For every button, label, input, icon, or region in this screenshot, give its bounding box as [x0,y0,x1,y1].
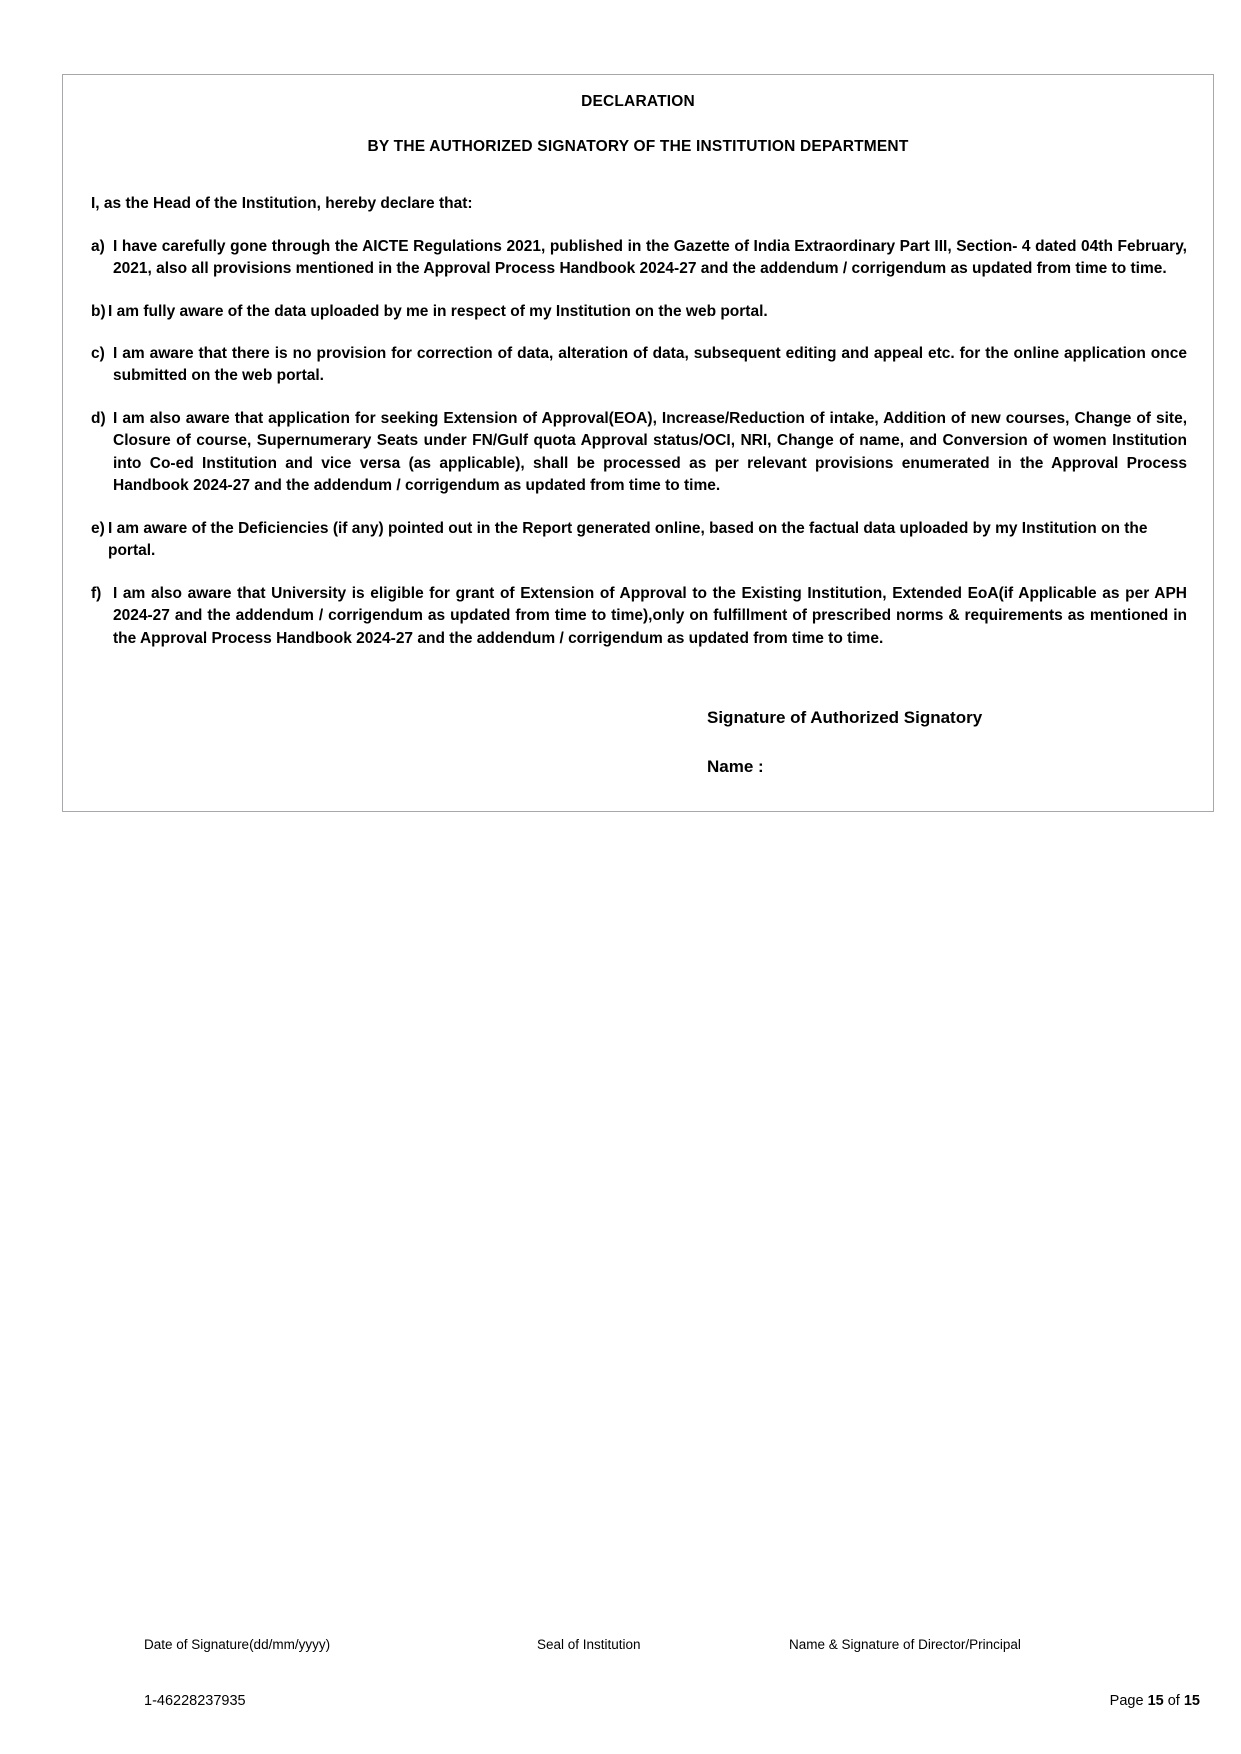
clause-text-e: I am aware of the Deficiencies (if any) pointed out in the Report generated online, based on the factual data uploaded by my Institution on the portal. [108,519,1148,560]
footer-page-number [1110,1693,1200,1709]
footer-page-prefix: Page [1109,1693,1144,1709]
clause-text-b: I am fully aware of the data uploaded by me in respect of my Institution on the web portal. [108,302,768,320]
clause-marker-f: f) [91,584,102,602]
page-title: DECLARATION [581,93,695,110]
clause-marker-d: d) [91,409,106,427]
clause-text-f: I am also aware that University is eligible for grant of Extension of Approval to the Existing Institution, Extended EoA(if Applicable as per APH 2024-27 and the addendum / corrigendum as updated from time to time),only on fulfillment of prescribed norms & requirements as mentioned in the Approval Process Handbook 2024-27 and the addendum / corrigendum as updated from time to time. [113,584,1187,647]
declaration-box [62,74,1214,812]
clause-marker-a: a) [91,237,105,255]
clause-marker-b: b) [91,302,106,320]
declaration-box-inner [63,75,1213,777]
signature-authorized-label: Signature of Authorized Signatory [707,708,983,728]
clause-list [87,236,1189,651]
footer-page-total: 15 [1183,1693,1200,1709]
clause-marker-c: c) [91,344,105,362]
footer-page-current: 15 [1147,1693,1164,1709]
clause-item-a [87,236,1189,281]
signature-name-label: Name : [707,756,764,776]
clause-item-b [87,301,1189,323]
footer-signature-strip [62,1637,1214,1661]
clause-item-e [87,518,1189,563]
page-subtitle: BY THE AUTHORIZED SIGNATORY OF THE INSTITUTION DEPARTMENT [367,137,909,155]
footer-page-of: of [1167,1693,1180,1709]
clause-text-a: I have carefully gone through the AICTE Regulations 2021, published in the Gazette of India Extraordinary Part III, Section- 4 dated 04th February, 2021, also all provisions mentioned in the Approval Process Handbook 2024-27 and the addendum / corrigendum as updated from time to time. [113,237,1187,278]
clause-text-c: I am aware that there is no provision for correction of data, alteration of data, subsequent editing and appeal etc. for the online application once submitted on the web portal. [113,344,1187,385]
declaration-intro: I, as the Head of the Institution, hereby declare that: [91,195,473,213]
footer-reference-number: 1-46228237935 [144,1693,246,1709]
footer-seal-of-institution: Seal of Institution [537,1637,641,1652]
clause-item-f [87,583,1189,650]
footer-date-of-signature: Date of Signature(dd/mm/yyyy) [144,1637,331,1652]
footer-name-signature-director: Name & Signature of Director/Principal [789,1637,1021,1652]
footer-page-line [62,1693,1214,1717]
clause-item-d [87,408,1189,498]
signature-block [87,708,1189,777]
clause-item-c [87,343,1189,388]
clause-text-d: I am also aware that application for seeking Extension of Approval(EOA), Increase/Reduction of intake, Addition of new courses, Change of site, Closure of course, Supernumerary Seats under FN/Gulf quota Approval status/OCI, NRI, Change of name, and Conversion of women Institution into Co-ed Institution and vice versa (as applicable), shall be processed as per relevant provisions enumerated in the Approval Process Handbook 2024-27 and the addendum / corrigendum as updated from time to time. [113,409,1187,495]
clause-marker-e: e) [91,519,105,537]
